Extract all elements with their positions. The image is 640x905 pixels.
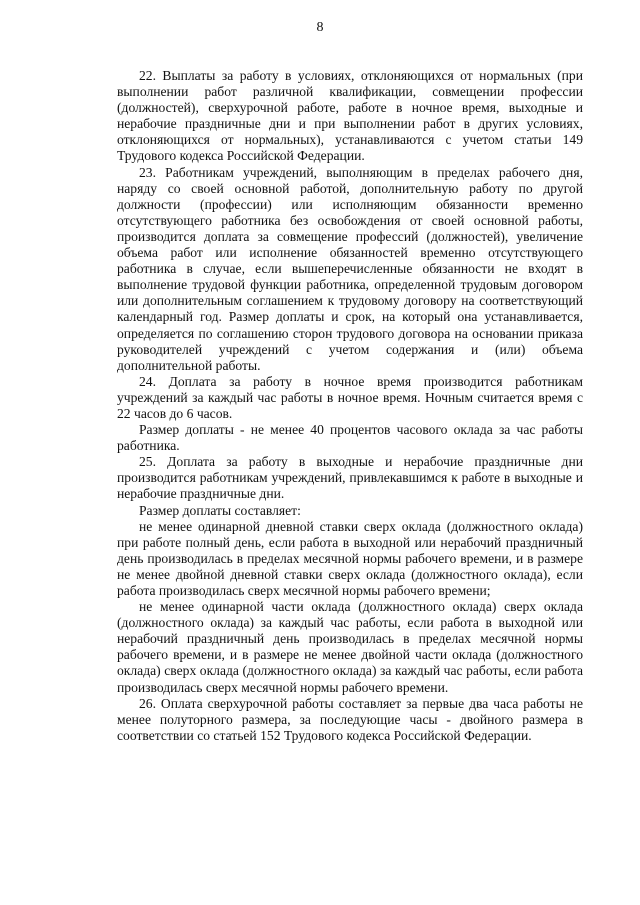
paragraph-25-rate-hour: не менее одинарной части оклада (должностного оклада) сверх оклада (должностного оклада) за каждый час работы, если работа в выходной или нерабочий праздничный день производилась в пределах месячной нормы рабочего времени, и в размере не менее двойной части оклада (должностного оклада) сверх оклада (должностного оклада) за каждый час работы, если работа производилась сверх месячной нормы рабочего времени.	[117, 599, 583, 695]
paragraph-23: 23. Работникам учреждений, выполняющим в пределах рабочего дня, наряду со своей основной работой, дополнительную работу по другой должности (профессии) или исполняющим обязанности временно отсутствующего работника без освобождения от своей основной работы, производится доплата за совмещение профессий (должностей), увеличение объема работ или исполнение обязанностей временно отсутствующего работника в случае, если вышеперечисленные обязанности не входят в выполнение трудовой функции работника, определенной трудовым договором или дополнительным соглашением к трудовому договору на соответствующий календарный год. Размер доплаты и срок, на который она устанавливается, определяется по соглашению сторон трудового договора на основании приказа руководителей учреждений с учетом содержания и (или) объема дополнительной работы.	[117, 164, 583, 373]
document-body	[117, 68, 583, 744]
paragraph-24-rate: Размер доплаты - не менее 40 процентов часового оклада за час работы работника.	[117, 422, 583, 454]
paragraph-25: 25. Доплата за работу в выходные и нерабочие праздничные дни производится работникам учреждений, привлекавшимся к работе в выходные и нерабочие праздничные дни.	[117, 454, 583, 502]
paragraph-24: 24. Доплата за работу в ночное время производится работникам учреждений за каждый час работы в ночное время. Ночным считается время с 22 часов до 6 часов.	[117, 373, 583, 421]
paragraph-25-rate-day: не менее одинарной дневной ставки сверх оклада (должностного оклада) при работе полный день, если работа в выходной или нерабочий праздничный день производилась в пределах месячной нормы рабочего времени, и в размере не менее двойной дневной ставки сверх оклада (должностного оклада), если работа производилась сверх месячной нормы рабочего времени;	[117, 518, 583, 598]
page-number: 8	[316, 20, 324, 35]
paragraph-22: 22. Выплаты за работу в условиях, отклоняющихся от нормальных (при выполнении работ различной квалификации, совмещении профессии (должностей), сверхурочной работе, работе в ночное время, выходные и нерабочие праздничные дни и при выполнении работ в других условиях, отклоняющихся от нормальных), устанавливаются с учетом статьи 149 Трудового кодекса Российской Федерации.	[117, 68, 583, 164]
paragraph-25-rate-intro: Размер доплаты составляет:	[139, 502, 301, 518]
paragraph-26: 26. Оплата сверхурочной работы составляет за первые два часа работы не менее полуторного размера, за последующие часы - двойного размера в соответствии со статьей 152 Трудового кодекса Российской Федерации.	[117, 695, 583, 743]
